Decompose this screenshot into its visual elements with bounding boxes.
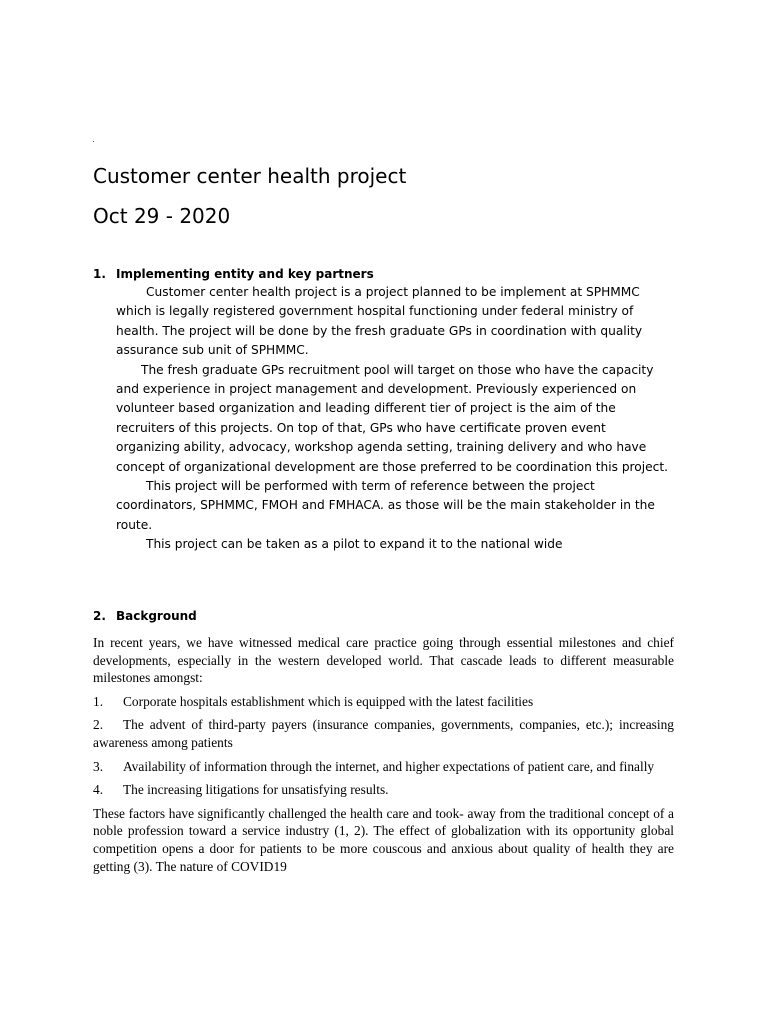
list-item (93, 693, 674, 711)
document-title: Customer center health project (93, 164, 407, 188)
section-1-paragraph: This project can be taken as a pilot to expand it to the national wide (146, 537, 563, 552)
list-item (93, 781, 674, 799)
list-item-number: 3. (93, 758, 104, 774)
list-item-text: The advent of third-party payers (insurance companies, governments, companies, etc.); increasing awareness among patients (93, 717, 674, 750)
list-item-text: Availability of information through the internet, and higher expectations of patient care, and finally (123, 758, 655, 774)
section-1-number: 1. (93, 267, 106, 281)
section-1-paragraph: Customer center health project is a project planned to be implement at SPHMMC which is legally registered government hospital functioning under federal ministry of health. The project will be done by the fresh graduate GPs in coordination with quality assurance sub unit of SPHMMC. (116, 285, 643, 358)
section-2-closing: These factors have significantly challenged the health care and took- away from the traditional concept of a noble profession toward a service industry (1, 2). The effect of globalization with its opportunity global competition opens a door for patients to be more couscous and anxious about quality of health they are getting (3). The nature of COVID19 (93, 805, 674, 874)
section-1-body (116, 283, 672, 555)
section-1-paragraph: This project will be performed with term of reference between the project coordinators, SPHMMC, FMOH and FMHACA. as those will be the main stakeholder in the route. (116, 479, 655, 532)
list-item (93, 716, 674, 751)
list-item (93, 758, 674, 776)
document-date: Oct 29 - 2020 (93, 204, 231, 228)
section-2-heading (93, 607, 197, 626)
section-2-intro: In recent years, we have witnessed medical care practice going through essential milestones and chief developments, especially in the western developed world. That cascade leads to different measurable milestones amongst: (93, 635, 674, 686)
section-1-title: Implementing entity and key partners (116, 267, 374, 281)
section-2-body (93, 634, 674, 881)
list-item-number: 4. (93, 782, 104, 798)
section-1-paragraph: The fresh graduate GPs recruitment pool will target on those who have the capacity and experience in project management and development. Previously experienced on volunteer based organization and leading different tier of project is the aim of the recruiters of this projects. On top of that, GPs who have certificate proven event organizing ability, advocacy, workshop agenda setting, training delivery and who have concept of organizational development are those preferred to be coordination this project. (116, 362, 668, 474)
list-item-text: Corporate hospitals establishment which is equipped with the latest facilities (123, 693, 534, 709)
list-item-number: 1. (93, 693, 104, 709)
list-item-text: The increasing litigations for unsatisfying results. (123, 782, 389, 798)
section-1-heading (93, 265, 374, 284)
section-2-number: 2. (93, 609, 106, 623)
list-item-number: 2. (93, 717, 104, 733)
section-2-title: Background (116, 609, 197, 623)
stray-mark: · (92, 137, 95, 146)
